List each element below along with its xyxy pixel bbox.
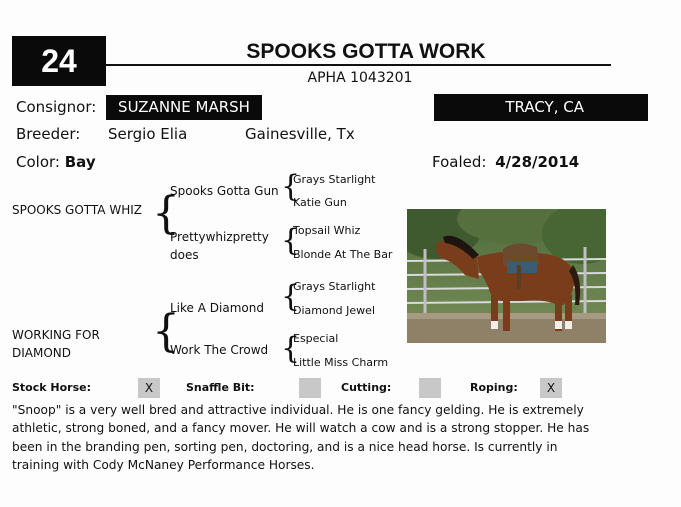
stock-horse-checkbox[interactable]: X [138,378,160,398]
foaled-label: Foaled: [432,153,487,171]
sire-sire-sire: Grays Starlight [293,173,376,186]
snaffle-bit-label: Snaffle Bit: [186,381,255,394]
title-underline [106,64,611,66]
roping-label: Roping: [470,381,518,394]
sire-sire-name: Spooks Gotta Gun [170,184,279,198]
breeder-name: Sergio Elia [108,125,188,143]
color-row [16,153,96,171]
cutting-label: Cutting: [341,381,392,394]
breeder-label: Breeder: [16,125,81,143]
sire-dam-name: Prettywhizpretty does [170,230,269,262]
horse-name: SPOOKS GOTTA WORK [246,40,486,63]
color-value: Bay [64,153,96,171]
sire-dam-brace: { [281,223,301,258]
color-label: Color: [16,153,60,171]
cutting-checkbox[interactable] [419,378,441,398]
dam-dam-dam: Little Miss Charm [293,356,389,369]
dam-dam-sire: Especial [293,332,339,345]
sire-sire-dam: Katie Gun [293,196,347,209]
dam-name: WORKING FOR DIAMOND [12,328,100,360]
consignor-label: Consignor: [16,98,97,116]
dam-sire-sire: Grays Starlight [293,280,376,293]
sire-dam-dam: Blonde At The Bar [293,248,393,261]
dam-sire-dam: Diamond Jewel [293,304,375,317]
horse-description: "Snoop" is a very well bred and attractive individual. He is one fancy gelding. He is extremely athletic, strong boned, and a fancy mover. He will watch a cow and is a strong stopper. He has been in the branding pen, sorting pen, doctoring, and is a nice head horse. Is currently in training with Cody McNaney Performance Horses. [12,403,590,473]
foaled-row [432,153,579,171]
dam-sire-name: Like A Diamond [170,301,264,315]
sire-sire-brace: { [281,169,301,204]
dam-brace: { [152,306,180,357]
foaled-value: 4/28/2014 [495,153,580,171]
sire-dam-sire: Topsail Whiz [293,224,361,237]
roping-checkbox[interactable]: X [540,378,562,398]
dam-dam-brace: { [281,331,301,366]
lot-number: 24 [12,36,106,86]
stock-horse-label: Stock Horse: [12,381,91,394]
horse-photo [407,209,606,343]
sire-brace: { [152,188,180,239]
consignor-name: SUZANNE MARSH [106,95,262,120]
snaffle-bit-checkbox[interactable] [299,378,321,398]
dam-dam-name: Work The Crowd [170,343,269,357]
registration-number: APHA 1043201 [307,70,413,86]
breeder-city: Gainesville, Tx [245,125,355,143]
consignor-location: TRACY, CA [434,94,648,121]
dam-sire-brace: { [281,279,301,314]
sire-name: SPOOKS GOTTA WHIZ [12,203,142,217]
